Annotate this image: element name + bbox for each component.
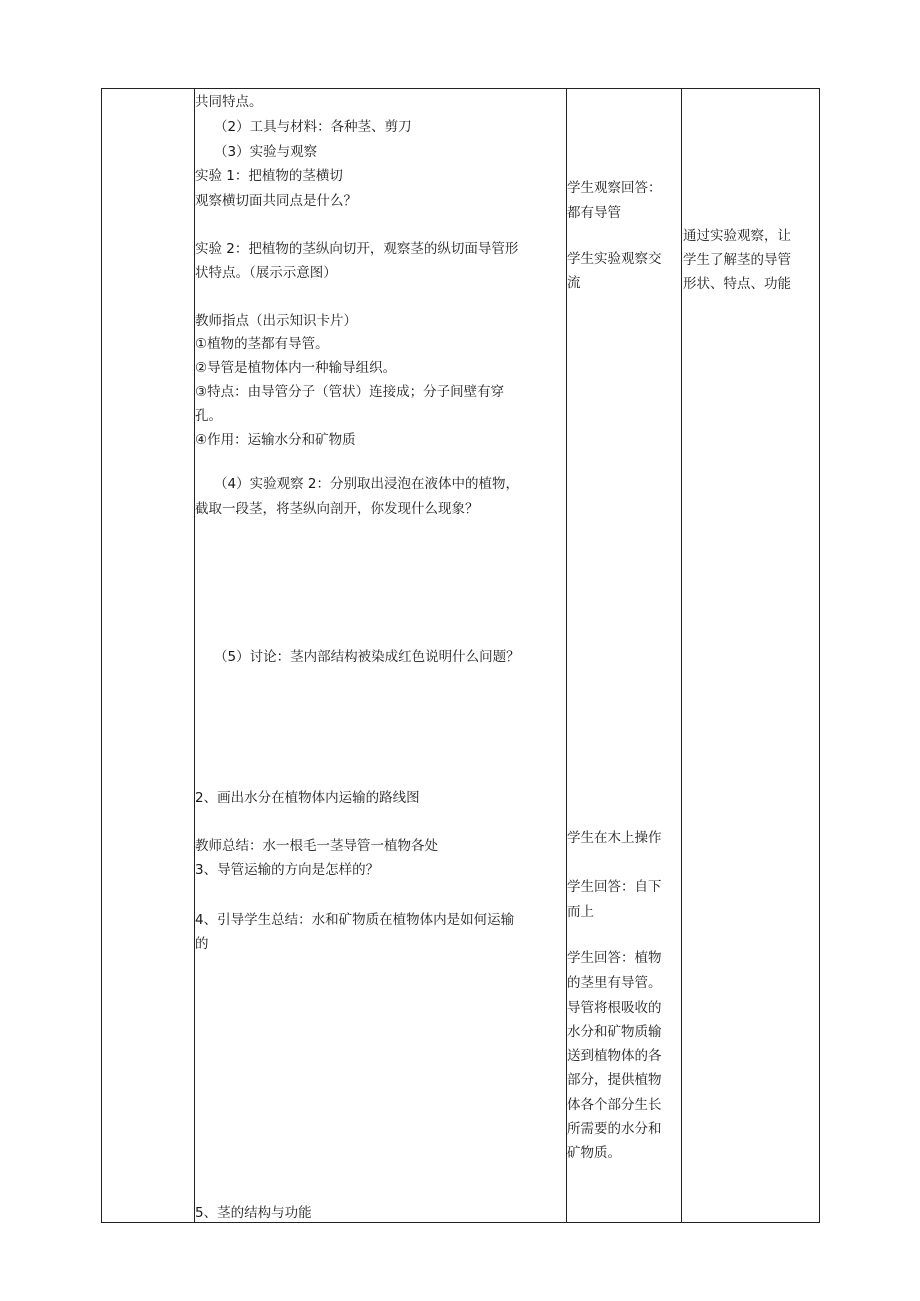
process-line: 孔。: [195, 408, 222, 424]
student-line: 都有导管: [567, 205, 621, 221]
process-line: 截取一段茎，将茎纵向剖开，你发现什么现象？: [195, 501, 479, 517]
process-line: （5）讨论：茎内部结构被染成红色说明什么问题？: [214, 649, 520, 665]
process-line: （2）工具与材料：各种茎、剪刀: [214, 119, 412, 135]
student-line: 导管将根吸收的: [567, 1000, 662, 1016]
process-line: 教师总结：水一根毛一茎导管一植物各处: [195, 838, 438, 854]
process-line: 共同特点。: [195, 94, 263, 110]
process-line: 的: [195, 936, 209, 952]
student-line: 学生回答：自下: [567, 879, 662, 895]
process-line: 状特点。（展示示意图）: [195, 265, 337, 281]
process-line: ①植物的茎都有导管。: [195, 336, 329, 352]
process-line: 2、画出水分在植物体内运输的路线图: [195, 790, 420, 806]
student-line: 体各个部分生长: [567, 1097, 662, 1113]
process-line: 4、引导学生总结：水和矿物质在植物体内是如何运输: [195, 912, 515, 928]
process-line: ④作用：运输水分和矿物质: [195, 432, 356, 448]
column-divider-3: [681, 89, 682, 1222]
process-line: 3、导管运输的方向是怎样的？: [195, 862, 380, 878]
process-line: ③特点：由导管分子（管状）连接成；分子间壁有穿: [195, 384, 505, 400]
process-line: （3）实验与观察: [214, 144, 318, 160]
process-line: 实验 1：把植物的茎横切: [195, 168, 343, 184]
student-line: 学生回答：植物: [567, 950, 662, 966]
student-line: 送到植物体的各: [567, 1048, 662, 1064]
process-line: 5、茎的结构与功能: [195, 1205, 312, 1221]
student-line: 所需要的水分和: [567, 1121, 662, 1137]
student-line: 而上: [567, 904, 594, 920]
process-line: 观察横切面共同点是什么？: [195, 193, 357, 209]
student-line: 学生在木上操作: [567, 830, 662, 846]
student-line: 流: [567, 275, 581, 291]
student-line: 部分，提供植物: [567, 1072, 662, 1088]
process-line: 实验 2：把植物的茎纵向切开，观察茎的纵切面导管形: [195, 241, 519, 257]
student-line: 学生观察回答：: [567, 180, 662, 196]
intent-line: 学生了解茎的导管: [683, 252, 791, 268]
student-line: 水分和矿物质输: [567, 1024, 662, 1040]
process-line: （4）实验观察 2：分别取出浸泡在液体中的植物，: [214, 476, 519, 492]
process-line: ②导管是植物体内一种输导组织。: [195, 360, 397, 376]
process-line: 教师指点（出示知识卡片）: [195, 313, 357, 329]
student-line: 学生实验观察交: [567, 251, 662, 267]
intent-line: 通过实验观察，让: [683, 228, 791, 244]
intent-line: 形状、特点、功能: [683, 276, 791, 292]
student-line: 矿物质。: [567, 1145, 621, 1161]
student-line: 的茎里有导管。: [567, 975, 662, 991]
